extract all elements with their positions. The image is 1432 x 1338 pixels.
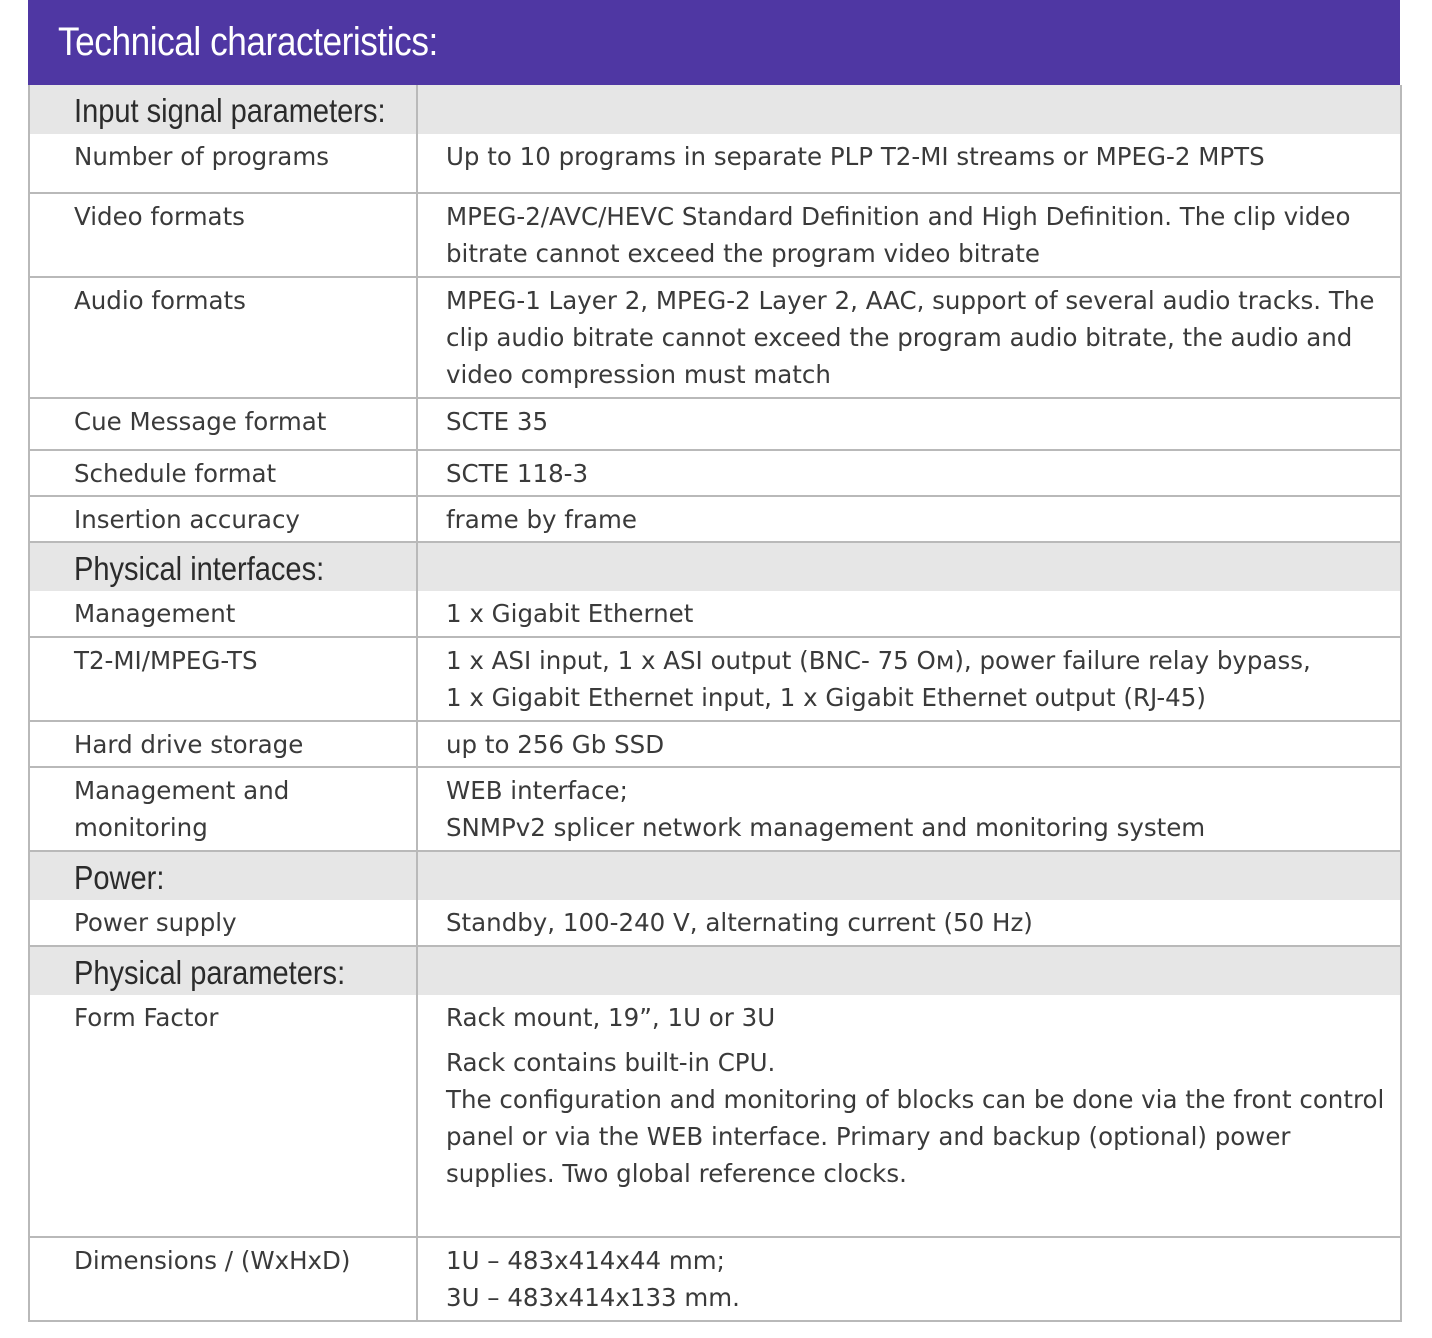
value-line: 3U – 483x414x133 mm. <box>446 1283 740 1312</box>
value-line: SNMPv2 splicer network management and monitoring system <box>446 813 1206 842</box>
spec-sheet <box>28 0 1400 1322</box>
table-row <box>29 767 1401 851</box>
row-value: 1 x Gigabit Ethernet <box>446 599 694 628</box>
row-value: Standby, 100-240 V, alternating current (50 Hz) <box>446 908 1033 937</box>
row-label: Management and monitoring <box>29 767 417 851</box>
row-label: Dimensions / (WxHxD) <box>29 1237 417 1321</box>
title-bar <box>28 0 1400 85</box>
section-heading: Power: <box>74 859 165 896</box>
row-label: Form Factor <box>29 995 417 1237</box>
row-label: Schedule format <box>29 450 417 496</box>
value-line: 1 x Gigabit Ethernet input, 1 x Gigabit Ethernet output (RJ-45) <box>446 683 1206 712</box>
table-row <box>29 900 1401 946</box>
value-line: 1U – 483x414x44 mm; <box>446 1246 725 1275</box>
section-header-power <box>29 851 1401 900</box>
row-value <box>417 1237 1401 1321</box>
table-row <box>29 721 1401 767</box>
row-label: Number of programs <box>29 134 417 193</box>
table-row <box>29 277 1401 398</box>
section-header-physical-parameters <box>29 946 1401 995</box>
row-value: SCTE 118-3 <box>417 450 1401 496</box>
row-value <box>417 637 1401 721</box>
section-heading: Physical interfaces: <box>74 550 325 587</box>
row-value: Up to 10 programs in separate PLP T2-MI streams or MPEG-2 MPTS <box>446 142 1265 171</box>
row-value: MPEG-2/AVC/HEVC Standard Definition and High Definition. The clip video bitrate cannot exceed the program video bitrate <box>417 193 1401 277</box>
row-value: up to 256 Gb SSD <box>417 721 1401 767</box>
row-label: Insertion accuracy <box>29 496 417 542</box>
table-row <box>29 450 1401 496</box>
section-heading: Physical parameters: <box>74 954 346 991</box>
value-line: 1 x ASI input, 1 x ASI output (BNC- 75 Ом), power failure relay bypass, <box>446 646 1311 675</box>
value-line: Rack mount, 19”, 1U or 3U <box>446 1003 776 1032</box>
section-heading: Input signal parameters: <box>74 92 386 129</box>
row-label: Video formats <box>29 193 417 277</box>
section-header-physical-interfaces <box>29 542 1401 591</box>
row-value: MPEG-1 Layer 2, MPEG-2 Layer 2, AAC, support of several audio tracks. The clip audio bitrate cannot exceed the program audio bitrate, the audio and video compression must match <box>417 277 1401 398</box>
table-row <box>29 637 1401 721</box>
row-label: Hard drive storage <box>29 721 417 767</box>
section-header-input-signal <box>29 85 1401 134</box>
table-row <box>29 193 1401 277</box>
row-value: SCTE 35 <box>417 398 1401 450</box>
row-label: Cue Message format <box>29 398 417 450</box>
table-row <box>29 496 1401 542</box>
table-row <box>29 398 1401 450</box>
table-row <box>29 591 1401 637</box>
row-label: Audio formats <box>29 277 417 398</box>
page-title: Technical characteristics: <box>58 20 438 64</box>
row-label: Management <box>29 591 417 637</box>
value-line: WEB interface; <box>446 776 628 805</box>
row-value <box>417 767 1401 851</box>
table-row <box>29 1237 1401 1321</box>
row-value <box>417 995 1401 1237</box>
row-value: frame by frame <box>417 496 1401 542</box>
table-row <box>29 134 1401 193</box>
spec-table <box>28 85 1402 1322</box>
row-label: T2-MI/MPEG-TS <box>29 637 417 721</box>
value-line: The configuration and monitoring of blocks can be done via the front control panel or via the WEB interface. Primary and backup (optional) power supplies. Two global reference clocks. <box>446 1085 1385 1188</box>
table-row <box>29 995 1401 1237</box>
row-label: Power supply <box>29 900 417 946</box>
value-line: Rack contains built-in CPU. <box>446 1048 776 1077</box>
